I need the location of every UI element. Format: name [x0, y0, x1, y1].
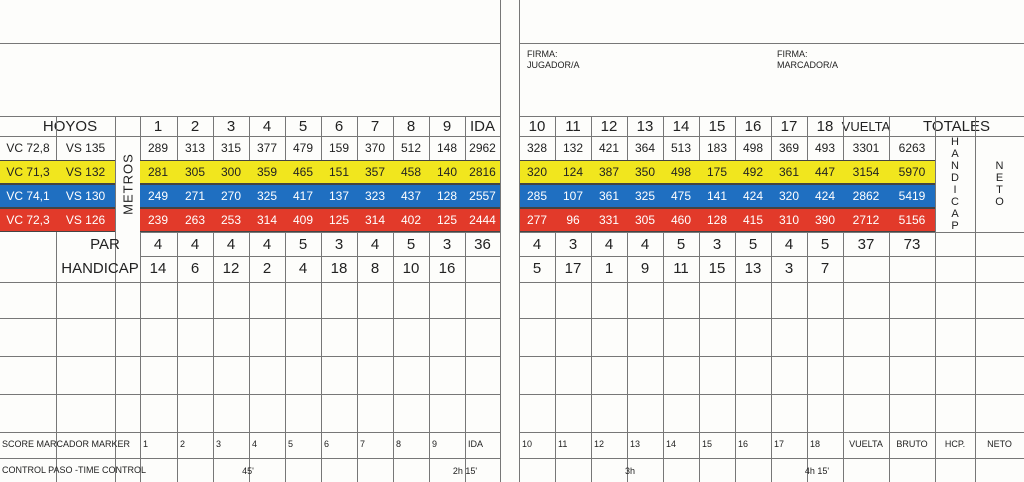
- grid-line: [0, 432, 500, 433]
- tee-distance: 387: [598, 165, 620, 179]
- par-value: 5: [820, 235, 830, 253]
- hole-number: 5: [298, 117, 308, 135]
- metros-label: METROS: [120, 153, 135, 215]
- score-hole-number: 15: [702, 439, 713, 449]
- tee-distance: 281: [147, 165, 169, 179]
- handicap-value: 14: [149, 259, 167, 277]
- handicap-value: 17: [564, 259, 582, 277]
- handicap-value: 6: [190, 259, 200, 277]
- score-hole-number: 11: [558, 439, 568, 449]
- tee-distance: 125: [328, 213, 350, 227]
- score-hole-number: 17: [774, 439, 785, 449]
- score-vuelta: VUELTA: [849, 439, 883, 449]
- hole-number: 14: [672, 117, 690, 135]
- handicap-value: 1: [604, 259, 614, 277]
- tee-distance: 390: [814, 213, 836, 227]
- handicap-value: 2: [262, 259, 272, 277]
- slope-rating: VS 130: [65, 189, 106, 203]
- tee-distance: 415: [742, 213, 764, 227]
- vuelta-distance: 3154: [852, 165, 880, 179]
- score-hcp: HCP.: [944, 439, 966, 449]
- tee-distance: 263: [184, 213, 206, 227]
- tee-distance: 271: [184, 189, 206, 203]
- handicap-value: 3: [784, 259, 794, 277]
- par-value: 4: [153, 235, 163, 253]
- handicap-value: 9: [640, 259, 650, 277]
- hole-number: 16: [744, 117, 762, 135]
- tee-distance: 361: [598, 189, 620, 203]
- tee-distance: 409: [292, 213, 314, 227]
- totales-label: TOTALES: [923, 117, 990, 135]
- tee-distance: 498: [670, 165, 692, 179]
- tee-distance: 249: [147, 189, 169, 203]
- score-neto: NETO: [987, 439, 1012, 449]
- tee-distance: 475: [670, 189, 692, 203]
- handicap-value: 15: [708, 259, 726, 277]
- par-value: 4: [784, 235, 794, 253]
- tee-distance: 159: [328, 141, 350, 155]
- handicap-label: HANDICAP: [61, 259, 139, 277]
- total-distance: 5970: [898, 165, 926, 179]
- tee-distance: 320: [778, 189, 800, 203]
- hole-number: 13: [636, 117, 654, 135]
- ida-label: IDA: [469, 117, 495, 135]
- tee-distance: 128: [706, 213, 728, 227]
- ida-distance: 2557: [469, 189, 496, 203]
- tee-distance: 421: [598, 141, 620, 155]
- handicap-value: 4: [298, 259, 308, 277]
- tee-distance: 277: [526, 213, 548, 227]
- handicap-value: 11: [673, 259, 689, 277]
- handicap-value: 7: [820, 259, 830, 277]
- par-ida: 36: [474, 235, 491, 253]
- tee-distance: 417: [292, 189, 314, 203]
- course-rating: VC 74,1: [6, 189, 50, 203]
- tee-distance: 359: [256, 165, 278, 179]
- score-bruto: BRUTO: [896, 439, 928, 449]
- tee-distance: 320: [526, 165, 548, 179]
- time-mark-4h15: 4h 15': [804, 466, 830, 476]
- handicap-value: 13: [744, 259, 762, 277]
- panel-divider: [500, 0, 501, 482]
- par-value: 5: [676, 235, 686, 253]
- hole-number: 15: [708, 117, 726, 135]
- handicap-value: 16: [438, 259, 456, 277]
- tee-distance: 325: [256, 189, 278, 203]
- tee-distance: 285: [526, 189, 548, 203]
- time-mark-3h: 3h: [624, 466, 635, 476]
- time-control-label: CONTROL PASO -TIME CONTROL: [2, 465, 147, 475]
- hole-number: 18: [816, 117, 834, 135]
- par-value: 4: [190, 235, 200, 253]
- tee-distance: 137: [328, 189, 350, 203]
- tee-distance: 350: [634, 165, 656, 179]
- par-value: 5: [298, 235, 308, 253]
- tee-distance: 325: [634, 189, 656, 203]
- tee-distance: 447: [814, 165, 836, 179]
- grid-line: [0, 458, 500, 459]
- grid-line: [0, 394, 500, 395]
- hole-number: 17: [780, 117, 798, 135]
- slope-rating: VS 126: [65, 213, 106, 227]
- tee-distance: 364: [634, 141, 656, 155]
- tee-distance: 140: [436, 165, 458, 179]
- tee-distance: 148: [436, 141, 458, 155]
- tee-distance: 465: [292, 165, 314, 179]
- par-value: 4: [640, 235, 650, 253]
- vuelta-distance: 2712: [852, 213, 880, 227]
- hole-number: 10: [528, 117, 546, 135]
- hoyos-label: HOYOS: [42, 117, 98, 135]
- handicap-value: 10: [402, 259, 420, 277]
- grid-line: [0, 356, 500, 357]
- tee-distance: 253: [220, 213, 242, 227]
- par-vuelta: 37: [857, 235, 875, 253]
- total-distance: 5419: [898, 189, 926, 203]
- tee-distance: 183: [706, 141, 728, 155]
- panel-divider: [519, 0, 520, 482]
- hole-number: 7: [370, 117, 380, 135]
- score-hole-number: 18: [810, 439, 821, 449]
- hole-number: 1: [153, 117, 163, 135]
- hole-number: 9: [442, 117, 452, 135]
- hole-number: 6: [334, 117, 344, 135]
- tee-distance: 424: [814, 189, 836, 203]
- hole-number: 3: [226, 117, 236, 135]
- signature-player-label: [527, 49, 647, 73]
- total-distance: 5156: [898, 213, 926, 227]
- par-value: 3: [334, 235, 344, 253]
- score-hole-number: 12: [594, 439, 605, 449]
- handicap-value: 18: [330, 259, 348, 277]
- score-hole-number: 3: [216, 439, 222, 449]
- score-hole-number: 5: [288, 439, 294, 449]
- score-hole-number: 7: [360, 439, 366, 449]
- par-value: 4: [226, 235, 236, 253]
- tee-distance: 314: [256, 213, 278, 227]
- tee-distance: 300: [220, 165, 242, 179]
- vuelta-label: VUELTA: [841, 118, 891, 134]
- tee-distance: 437: [400, 189, 422, 203]
- tee-distance: 315: [220, 141, 242, 155]
- score-hole-number: 8: [396, 439, 402, 449]
- vuelta-distance: 2862: [852, 189, 880, 203]
- tee-distance: 270: [220, 189, 242, 203]
- tee-distance: 460: [670, 213, 692, 227]
- hole-number: 11: [565, 117, 581, 135]
- tee-distance: 369: [778, 141, 800, 155]
- par-label: PAR: [90, 235, 120, 253]
- tee-distance: 512: [400, 141, 422, 155]
- tee-distance: 141: [706, 189, 728, 203]
- score-hole-number: 2: [180, 439, 186, 449]
- course-rating: VC 71,3: [6, 165, 50, 179]
- score-hole-number: 1: [143, 439, 149, 449]
- handicap-value: 8: [370, 259, 380, 277]
- score-hole-number: 13: [630, 439, 641, 449]
- marcador-label: MARCADOR/A: [777, 60, 839, 70]
- tee-distance: 239: [147, 213, 169, 227]
- total-distance: 6263: [898, 141, 926, 155]
- signature-marker-label: [777, 49, 897, 73]
- score-hole-number: 14: [666, 439, 677, 449]
- tee-distance: 107: [562, 189, 584, 203]
- tee-distance: 313: [184, 141, 206, 155]
- tee-distance: 331: [598, 213, 620, 227]
- vuelta-distance: 3301: [852, 141, 880, 155]
- time-mark-2h15: 2h 15': [452, 466, 478, 476]
- par-value: 4: [604, 235, 614, 253]
- tee-distance: 513: [670, 141, 692, 155]
- course-rating: VC 72,3: [6, 213, 50, 227]
- firma-label: FIRMA:: [527, 49, 558, 59]
- score-ida: IDA: [468, 439, 484, 449]
- neto-vertical-label: NETO: [993, 160, 1006, 208]
- hole-number: 2: [190, 117, 200, 135]
- score-hole-number: 9: [432, 439, 438, 449]
- par-value: 4: [370, 235, 380, 253]
- score-hole-number: 6: [324, 439, 330, 449]
- tee-distance: 479: [292, 141, 314, 155]
- handicap-value: 12: [222, 259, 240, 277]
- tee-distance: 361: [778, 165, 800, 179]
- course-rating: VC 72,8: [6, 141, 50, 155]
- tee-distance: 96: [566, 213, 580, 227]
- tee-distance: 128: [436, 189, 458, 203]
- tee-distance: 314: [364, 213, 386, 227]
- hole-number: 4: [262, 117, 272, 135]
- hole-number: 8: [406, 117, 416, 135]
- time-mark-45: 45': [242, 466, 254, 476]
- par-value: 3: [568, 235, 578, 253]
- tee-distance: 125: [436, 213, 458, 227]
- tee-distance: 151: [328, 165, 350, 179]
- par-value: 3: [442, 235, 452, 253]
- score-hole-number: 10: [522, 439, 533, 449]
- ida-distance: 2444: [469, 213, 496, 227]
- tee-distance: 402: [400, 213, 422, 227]
- ida-distance: 2962: [469, 141, 496, 155]
- tee-distance: 424: [742, 189, 764, 203]
- top-rule: [0, 43, 500, 44]
- score-hole-number: 4: [252, 439, 258, 449]
- slope-rating: VS 132: [65, 165, 106, 179]
- top-rule: [519, 43, 1024, 44]
- tee-distance: 492: [742, 165, 764, 179]
- hole-number: 12: [600, 117, 618, 135]
- grid-line: [0, 318, 500, 319]
- tee-distance: 458: [400, 165, 422, 179]
- tee-distance: 124: [562, 165, 584, 179]
- par-total: 73: [903, 235, 921, 253]
- tee-distance: 305: [634, 213, 656, 227]
- ida-distance: 2816: [469, 165, 496, 179]
- par-value: 5: [406, 235, 416, 253]
- par-value: 4: [532, 235, 542, 253]
- jugador-label: JUGADOR/A: [527, 60, 580, 70]
- tee-distance: 323: [364, 189, 386, 203]
- slope-rating: VS 135: [65, 141, 106, 155]
- tee-distance: 498: [742, 141, 764, 155]
- tee-distance: 289: [147, 141, 169, 155]
- par-value: 5: [748, 235, 758, 253]
- par-value: 3: [712, 235, 722, 253]
- tee-distance: 175: [706, 165, 728, 179]
- handicap-value: 5: [532, 259, 542, 277]
- tee-distance: 370: [364, 141, 386, 155]
- tee-distance: 310: [778, 213, 800, 227]
- par-value: 4: [262, 235, 272, 253]
- tee-distance: 132: [562, 141, 584, 155]
- grid-line: [0, 282, 500, 283]
- tee-distance: 377: [256, 141, 278, 155]
- handicap-vertical-label: HANDICAP: [949, 136, 961, 232]
- score-hole-number: 16: [738, 439, 749, 449]
- score-marker-label: SCORE MARCADOR MARKER: [2, 439, 131, 449]
- tee-distance: 305: [184, 165, 206, 179]
- firma-label: FIRMA:: [777, 49, 808, 59]
- tee-distance: 328: [526, 141, 548, 155]
- tee-distance: 493: [814, 141, 836, 155]
- tee-distance: 357: [364, 165, 386, 179]
